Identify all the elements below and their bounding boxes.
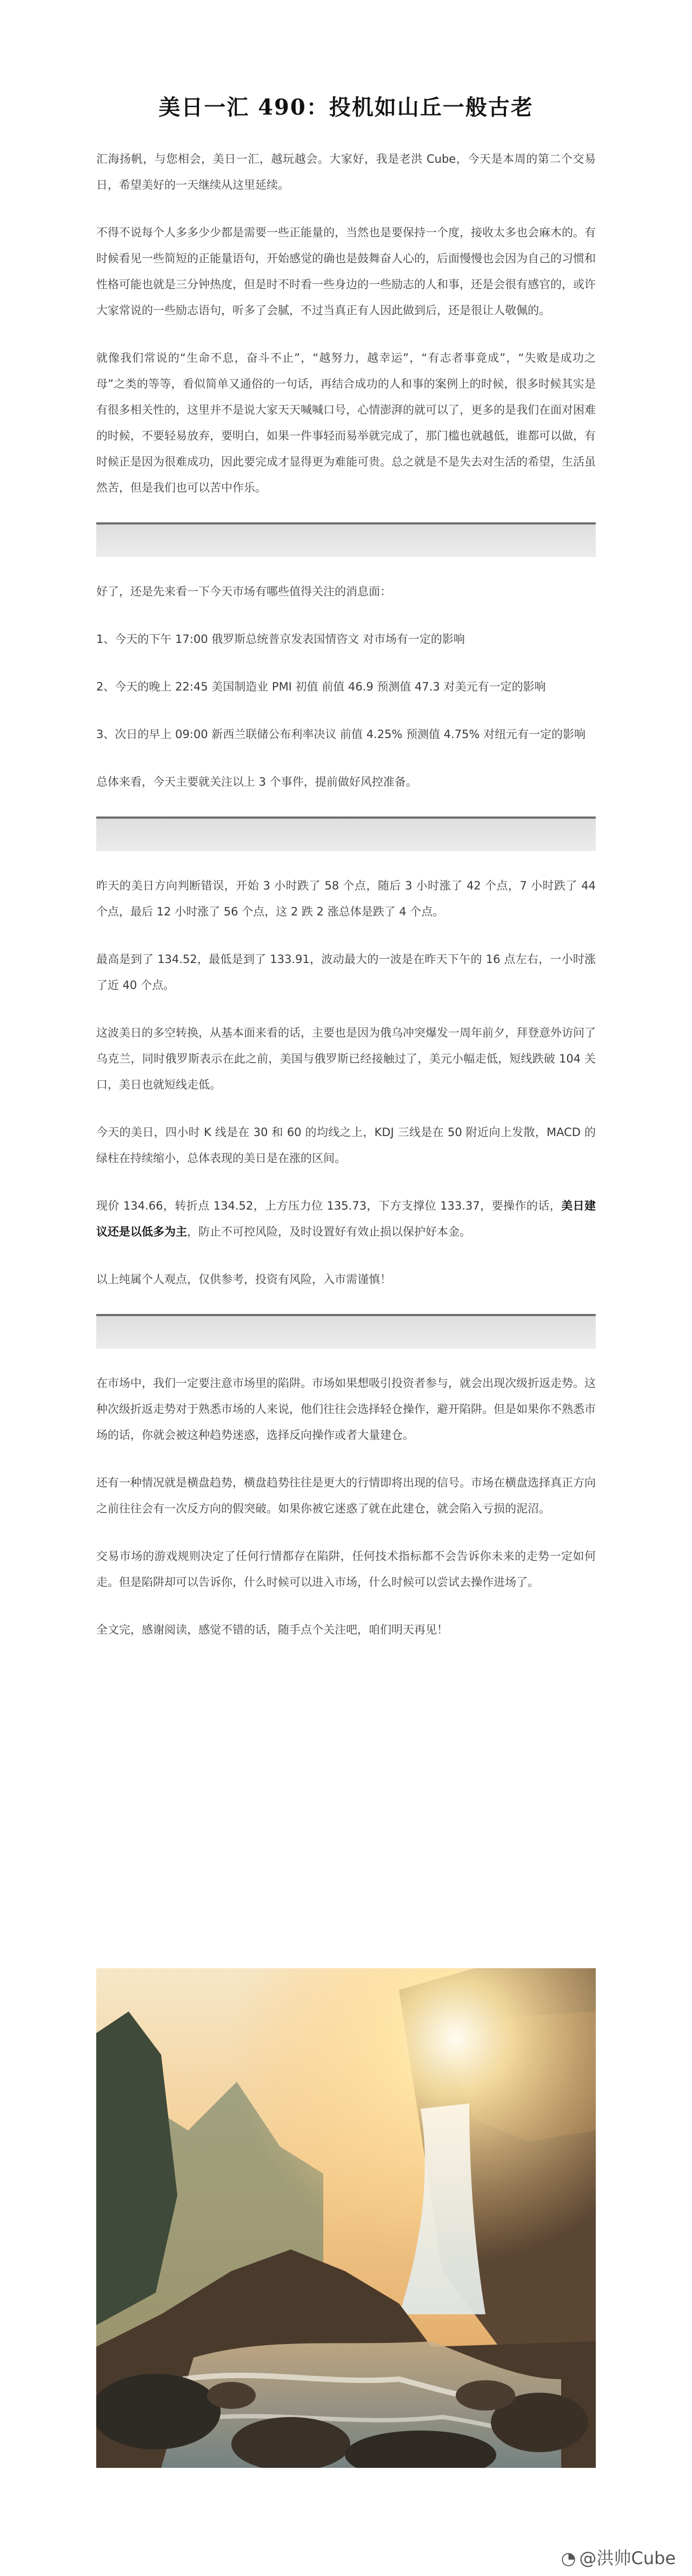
article-title: 美日一汇 490：投机如山丘一般古老 bbox=[158, 94, 534, 120]
section-divider bbox=[96, 816, 596, 851]
closing-line: 全文完，感谢阅读，感觉不错的话，随手点个关注吧，咱们明天再见！ bbox=[96, 1623, 448, 1636]
disclaimer: 以上纯属个人观点，仅供参考，投资有风险，入市需谨慎！ bbox=[96, 1273, 391, 1286]
trading-paragraph: 交易市场的游戏规则决定了任何行情都存在陷阱，任何技术指标都不会告诉你未来的走势一定如何走。但是陷阱却可以告诉你，什么时候可以进入市场，什么时候可以尝试去操作进场了。 bbox=[96, 1550, 596, 1589]
trading-paragraph: 还有一种情况就是横盘趋势，横盘趋势往往是更大的行情即将出现的信号。市场在横盘选择真正方向之前往往会有一次反方向的假突破。如果你被它迷惑了就在此建仓，就会陷入亏损的泥沼。 bbox=[96, 1476, 596, 1515]
news-intro: 好了，还是先来看一下今天市场有哪些值得关注的消息面： bbox=[96, 585, 391, 598]
intro-paragraph: 汇海扬帆，与您相会，美日一汇，越玩越会。大家好，我是老洪 Cube，今天是本周的第二个交易日，希望美好的一天继续从这里延续。 bbox=[96, 152, 596, 191]
suggestion-highlight: 美日建议还是以低多为主 bbox=[96, 1199, 596, 1238]
news-item: 1、今天的下午 17:00 俄罗斯总统普京发表国情咨文 对市场有一定的影响 bbox=[96, 633, 465, 646]
section-divider bbox=[96, 1314, 596, 1349]
suggestion-prefix: 现价 134.66，转折点 134.52，上方压力位 135.73，下方支撑位 133.37，要操作的话， bbox=[96, 1199, 562, 1212]
paragraph-positive-energy: 不得不说每个人多多少少都是需要一些正能量的，当然也是要保持一个度，接收太多也会麻木的。有时候看见一些简短的正能量语句，开始感觉的确也是鼓舞奋人心的，后面慢慢也会因为自己的习惯和性格可能也就是三分钟热度，但是时不时看一些身边的一些励志的人和事，还是会很有感官的，或许大家常说的一些励志语句，听多了会腻，不过当真正有人因此做到后，还是很让人敬佩的。 bbox=[96, 226, 596, 317]
watermark bbox=[561, 2545, 676, 2570]
news-summary: 总体来看，今天主要就关注以上 3 个事件，提前做好风控准备。 bbox=[96, 775, 417, 788]
weibo-icon: ◔ bbox=[561, 2548, 576, 2568]
news-item: 2、今天的晚上 22:45 美国制造业 PMI 初值 前值 46.9 预测值 47.3 对美元有一定的影响 bbox=[96, 680, 546, 693]
paragraph-sayings: 就像我们常说的“生命不息，奋斗不止”，“越努力，越幸运”，“有志者事竟成”，“失败是成功之母”之类的等等，看似简单又通俗的一句话，再结合成功的人和事的案例上的时候，很多时候其实是有很多相关性的，这里并不是说大家天天喊喊口号，心情澎湃的就可以了，更多的是我们在面对困难的时候，不要轻易放弃，要明白，如果一件事轻而易举就完成了，那门槛也就越低，谁都可以做，有时候正是因为很难成功，因此要完成才显得更为难能可贵。总之就是不是失去对生活的希望，生活虽然苦，但是我们也可以苦中作乐。 bbox=[96, 351, 596, 494]
suggestion-suffix: ，防止不可控风险，及时设置好有效止损以保护好本金。 bbox=[187, 1225, 471, 1238]
trade-suggestion bbox=[96, 1193, 596, 1245]
waterfall-landscape-image bbox=[96, 1968, 596, 2468]
trading-paragraph: 在市场中，我们一定要注意市场里的陷阱。市场如果想吸引投资者参与，就会出现次级折返走势。这种次级折返走势对于熟悉市场的人来说，他们往往会选择轻仓操作，避开陷阱。但是如果你不熟悉市场的话，你就会被这种趋势迷惑，选择反向操作或者大量建仓。 bbox=[96, 1377, 596, 1442]
section-divider bbox=[96, 522, 596, 557]
analysis-paragraph: 这波美日的多空转换，从基本面来看的话，主要也是因为俄乌冲突爆发一周年前夕，拜登意外访问了乌克兰，同时俄罗斯表示在此之前，美国与俄罗斯已经接触过了，美元小幅走低，短线跌破 104 关口，美日也就短线走低。 bbox=[96, 1026, 596, 1091]
analysis-paragraph: 昨天的美日方向判断错误，开始 3 小时跌了 58 个点，随后 3 小时涨了 42 个点，7 小时跌了 44 个点，最后 12 小时涨了 56 个点，这 2 跌 2 涨总体是跌了 4 个点。 bbox=[96, 879, 596, 918]
article-body bbox=[96, 146, 596, 1664]
news-item: 3、次日的早上 09:00 新西兰联储公布利率决议 前值 4.25% 预测值 4.75% 对纽元有一定的影响 bbox=[96, 728, 586, 741]
analysis-paragraph: 今天的美日，四小时 K 线是在 30 和 60 的均线之上，KDJ 三线是在 50 附近向上发散，MACD 的绿柱在持续缩小，总体表现的美日是在涨的区间。 bbox=[96, 1126, 596, 1165]
analysis-paragraph: 最高是到了 134.52，最低是到了 133.91，波动最大的一波是在昨天下午的 16 点左右，一小时涨了近 40 个点。 bbox=[96, 953, 596, 992]
watermark-text: @洪帅Cube bbox=[579, 2548, 676, 2568]
